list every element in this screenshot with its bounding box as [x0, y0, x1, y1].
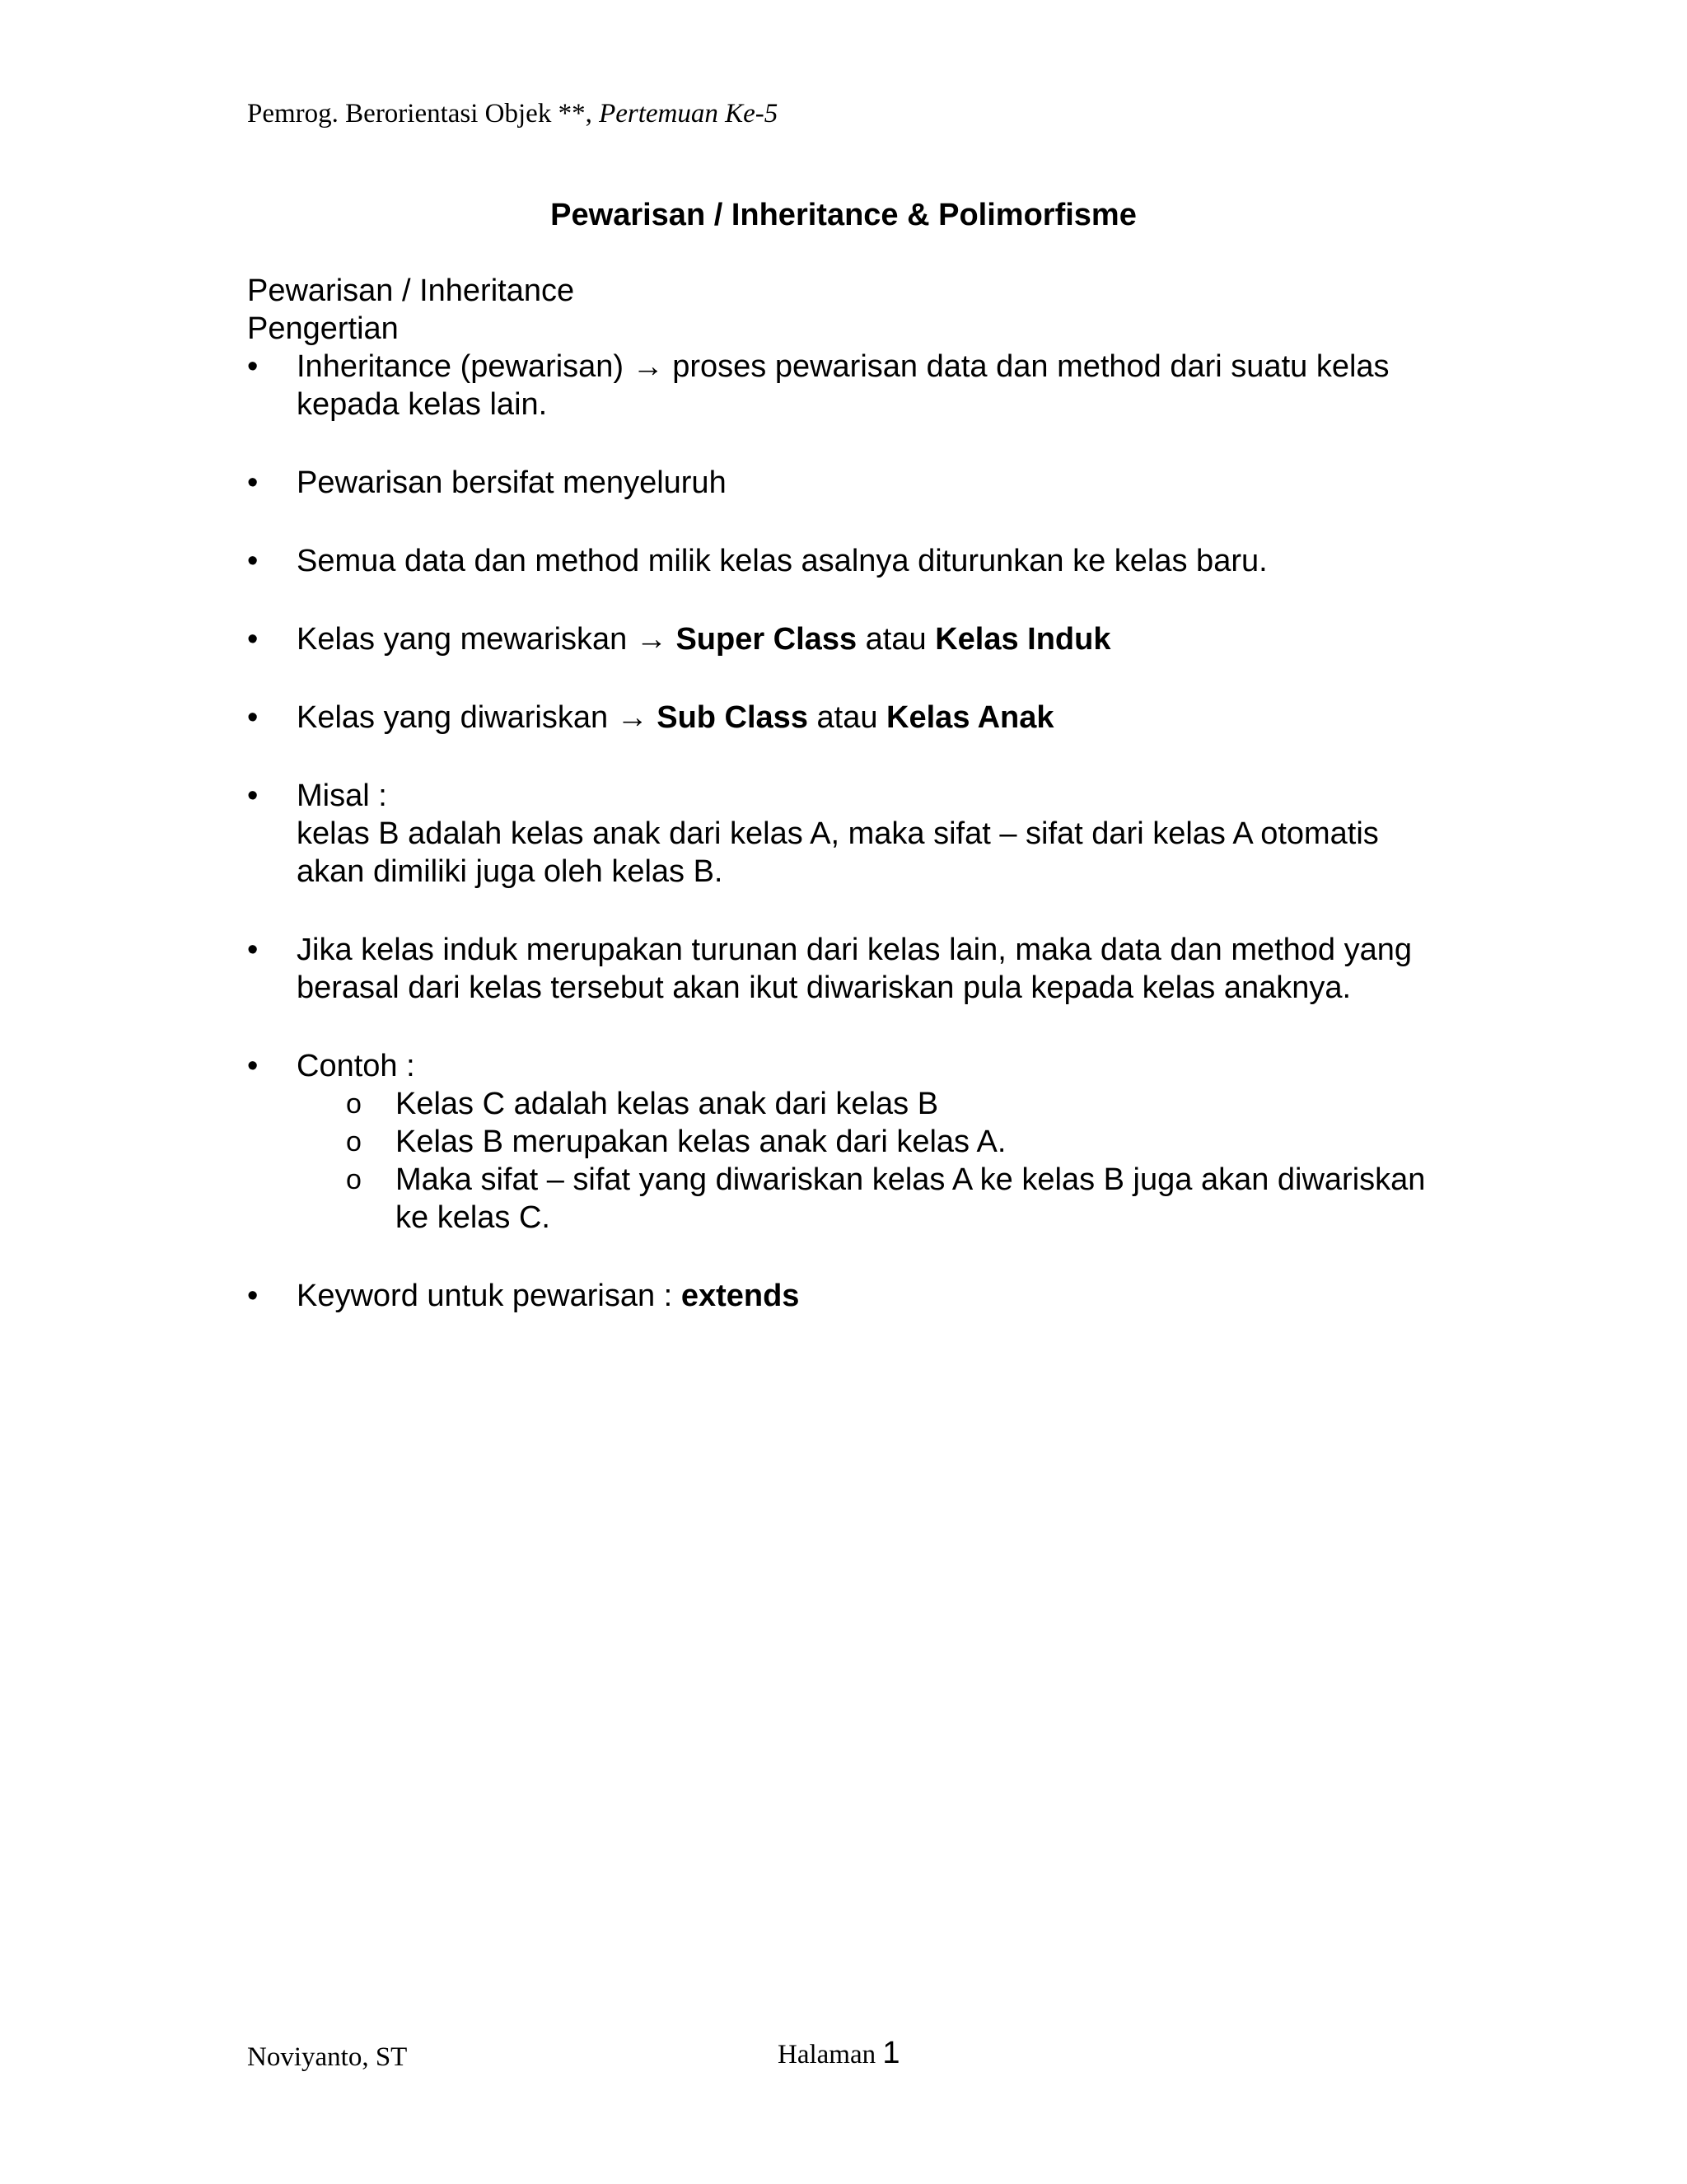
bullet-item-misal: [247, 777, 1450, 891]
header-meeting: Pertemuan Ke-5: [599, 99, 778, 129]
bullet-item-keyword: [247, 1277, 1450, 1315]
header-course: Pemrog. Berorientasi Objek **,: [247, 99, 592, 129]
bullet-icon: •: [247, 465, 259, 500]
sub-bullet-list: [297, 1085, 1450, 1237]
term-kelas-induk: Kelas Induk: [935, 622, 1111, 657]
bullet-text: proses pewarisan data dan method dari suatu kelas kepada kelas lain.: [297, 349, 1390, 422]
document-title: Pewarisan / Inheritance & Polimorfisme: [550, 198, 1137, 232]
sub-list-item: [297, 1085, 1450, 1123]
page-header: [247, 97, 778, 130]
bullet-text: Semua data dan method milik kelas asalnya diturunkan ke kelas baru.: [297, 544, 1268, 578]
bullet-list: [247, 348, 1450, 1315]
term-sub-class: Sub Class: [657, 700, 808, 735]
sub-list-item: [297, 1161, 1450, 1237]
section-heading: Pewarisan / Inheritance: [247, 274, 575, 308]
bullet-item-jika-kelas-induk: [247, 931, 1450, 1007]
bullet-text: Kelas yang diwariskan: [297, 700, 609, 735]
bullet-label: Misal :: [297, 779, 387, 813]
bullet-item-super-class: [247, 620, 1450, 658]
bullet-label: Contoh :: [297, 1049, 415, 1083]
bullet-icon: •: [247, 933, 259, 967]
bullet-text: Pewarisan bersifat menyeluruh: [297, 465, 727, 500]
circle-bullet-icon: o: [346, 1088, 362, 1120]
bullet-text: atau: [865, 622, 927, 657]
keyword-extends: extends: [680, 1279, 800, 1313]
term-super-class: Super Class: [675, 622, 858, 657]
bullet-icon: •: [247, 544, 259, 578]
footer-page-number: 1: [882, 2036, 900, 2070]
subsection-heading: Pengertian: [247, 311, 399, 346]
document-body: [247, 272, 1450, 1315]
footer-page: [778, 2033, 900, 2074]
bullet-item-inheritance: [247, 348, 1450, 423]
bullet-icon: •: [247, 779, 259, 813]
bullet-text: Kelas yang mewariskan: [297, 622, 628, 657]
sub-bullet-text: Kelas B merupakan kelas anak dari kelas A.: [395, 1125, 1007, 1159]
bullet-text: Jika kelas induk merupakan turunan dari kelas lain, maka data dan method yang berasal dari kelas tersebut akan ikut diwariskan pula kepada kelas anaknya.: [297, 933, 1413, 1005]
footer-author: Noviyanto, ST: [247, 2042, 408, 2072]
bullet-item-sub-class: [247, 699, 1450, 737]
bullet-item-contoh: [247, 1047, 1450, 1237]
bullet-text: kelas B adalah kelas anak dari kelas A, maka sifat – sifat dari kelas A otomatis akan dimiliki juga oleh kelas B.: [297, 816, 1379, 889]
bullet-text: Keyword untuk pewarisan :: [297, 1279, 673, 1313]
arrow-icon: →: [616, 700, 648, 735]
term-kelas-anak: Kelas Anak: [886, 700, 1054, 735]
bullet-item-semua-data: [247, 542, 1450, 580]
sub-list-item: [297, 1123, 1450, 1161]
arrow-icon: →: [632, 349, 664, 384]
bullet-icon: •: [247, 349, 259, 384]
circle-bullet-icon: o: [346, 1126, 362, 1157]
bullet-icon: •: [247, 700, 259, 735]
bullet-item-menyeluruh: [247, 464, 1450, 502]
sub-bullet-text: Maka sifat – sifat yang diwariskan kelas A ke kelas B juga akan diwariskan ke kelas C.: [395, 1162, 1426, 1235]
sub-bullet-text: Kelas C adalah kelas anak dari kelas B: [395, 1087, 939, 1121]
bullet-text: Inheritance (pewarisan): [297, 349, 624, 384]
arrow-icon: →: [635, 622, 667, 657]
circle-bullet-icon: o: [346, 1164, 362, 1195]
bullet-text: atau: [816, 700, 878, 735]
footer-page-label: Halaman: [778, 2040, 876, 2069]
bullet-icon: •: [247, 622, 259, 657]
bullet-icon: •: [247, 1049, 259, 1083]
bullet-icon: •: [247, 1279, 259, 1313]
